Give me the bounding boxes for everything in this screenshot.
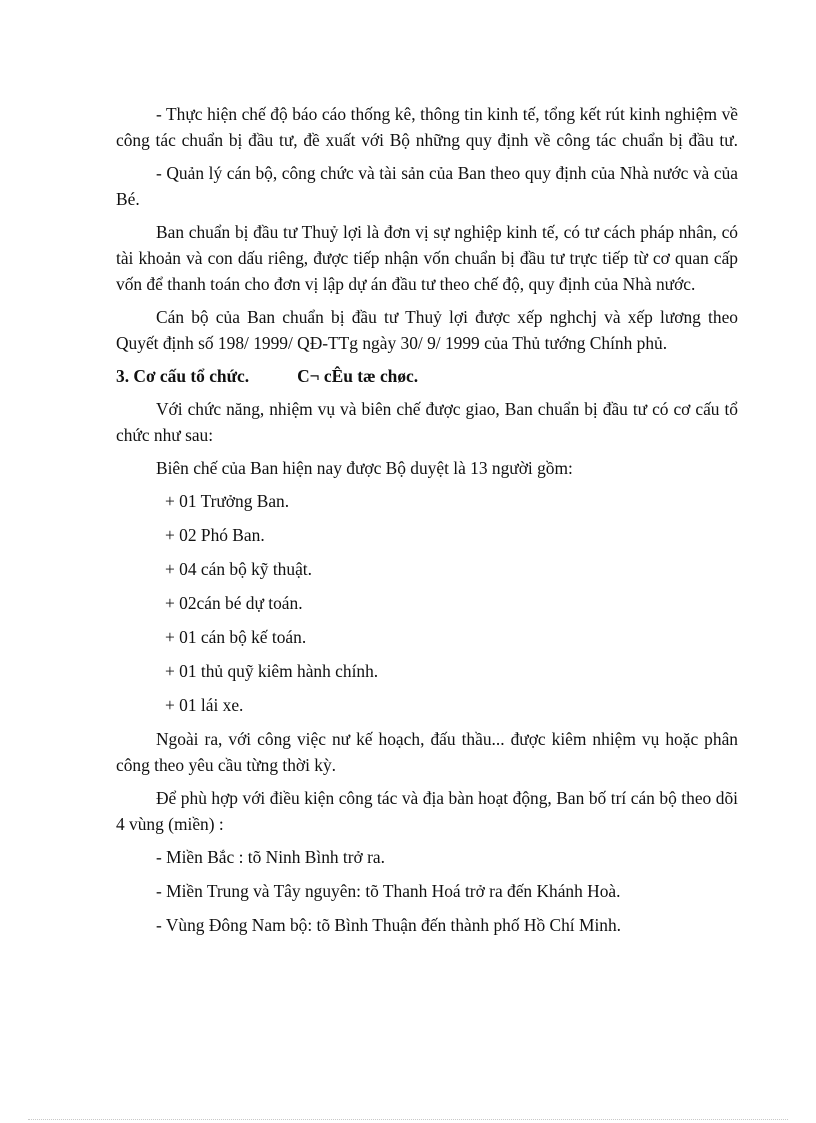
staff-list-item: + 04 cán bộ kỹ thuật. xyxy=(165,559,312,579)
region-item-north: - Miền Bắc : tõ Ninh Bình trở ra. xyxy=(156,847,385,867)
page-bottom-divider xyxy=(28,1119,788,1120)
staff-list-item: + 02 Phó Ban. xyxy=(165,525,265,545)
staff-list-item: + 01 thủ quỹ kiêm hành chính. xyxy=(165,661,379,681)
staff-list-item: + 02cán bé dự toán. xyxy=(165,593,303,613)
section-heading-text: 3. Cơ cấu tổ chức. xyxy=(116,366,250,386)
staff-list-item: + 01 cán bộ kế toán. xyxy=(165,627,307,647)
region-item-central: - Miền Trung và Tây nguyên: tõ Thanh Hoá trở ra đến Khánh Hoà. xyxy=(156,881,621,901)
paragraph-structure-intro: Với chức năng, nhiệm vụ và biên chế được giao, Ban chuẩn bị đầu tư có cơ cấu tổ chức như sau: xyxy=(116,399,738,445)
section-heading xyxy=(116,363,738,389)
paragraph-statistics-reporting: - Thực hiện chế độ báo cáo thống kê, thông tin kinh tế, tổng kết rút kinh nghiệm về công tác chuẩn bị đầu tư, đề xuất với Bộ những quy định về công tác chuẩn bị đầu tư. xyxy=(116,104,738,150)
paragraph-additional-duties: Ngoài ra, với công việc nư kế hoạch, đấu thầu... được kiêm nhiệm vụ hoặc phân công theo yêu cầu từng thời kỳ. xyxy=(116,729,738,775)
paragraph-regions-intro: Để phù hợp với điều kiện công tác và địa bàn hoạt động, Ban bố trí cán bộ theo dõi 4 vùng (miền) : xyxy=(116,788,738,834)
staff-list-item: + 01 lái xe. xyxy=(165,695,244,715)
document-body xyxy=(116,101,738,946)
paragraph-staff-assets-management: - Quản lý cán bộ, công chức và tài sản của Ban theo quy định của Nhà nước và của Bé. xyxy=(116,163,738,209)
paragraph-salary-grading: Cán bộ của Ban chuẩn bị đầu tư Thuỷ lợi được xếp nghchj và xếp lương theo Quyết định số 198/ 1999/ QĐ-TTg ngày 30/ 9/ 1999 của Thủ tướng Chính phủ. xyxy=(116,307,738,353)
section-heading-legacy-encoding: C¬ cÊu tæ chøc. xyxy=(297,366,419,386)
staff-list xyxy=(116,488,738,718)
paragraph-staff-count: Biên chế của Ban hiện nay được Bộ duyệt là 13 người gồm: xyxy=(156,458,573,478)
region-item-southeast: - Vùng Đông Nam bộ: tõ Bình Thuận đến thành phố Hồ Chí Minh. xyxy=(156,915,622,935)
paragraph-legal-status: Ban chuẩn bị đầu tư Thuỷ lợi là đơn vị sự nghiệp kinh tế, có tư cách pháp nhân, có tài khoản và con dấu riêng, được tiếp nhận vốn chuẩn bị đầu tư trực tiếp từ cơ quan cấp vốn để thanh toán cho đơn vị lập dự án đầu tư theo chế độ, quy định của Nhà nước. xyxy=(116,222,738,294)
staff-list-item: + 01 Trưởng Ban. xyxy=(165,491,290,511)
